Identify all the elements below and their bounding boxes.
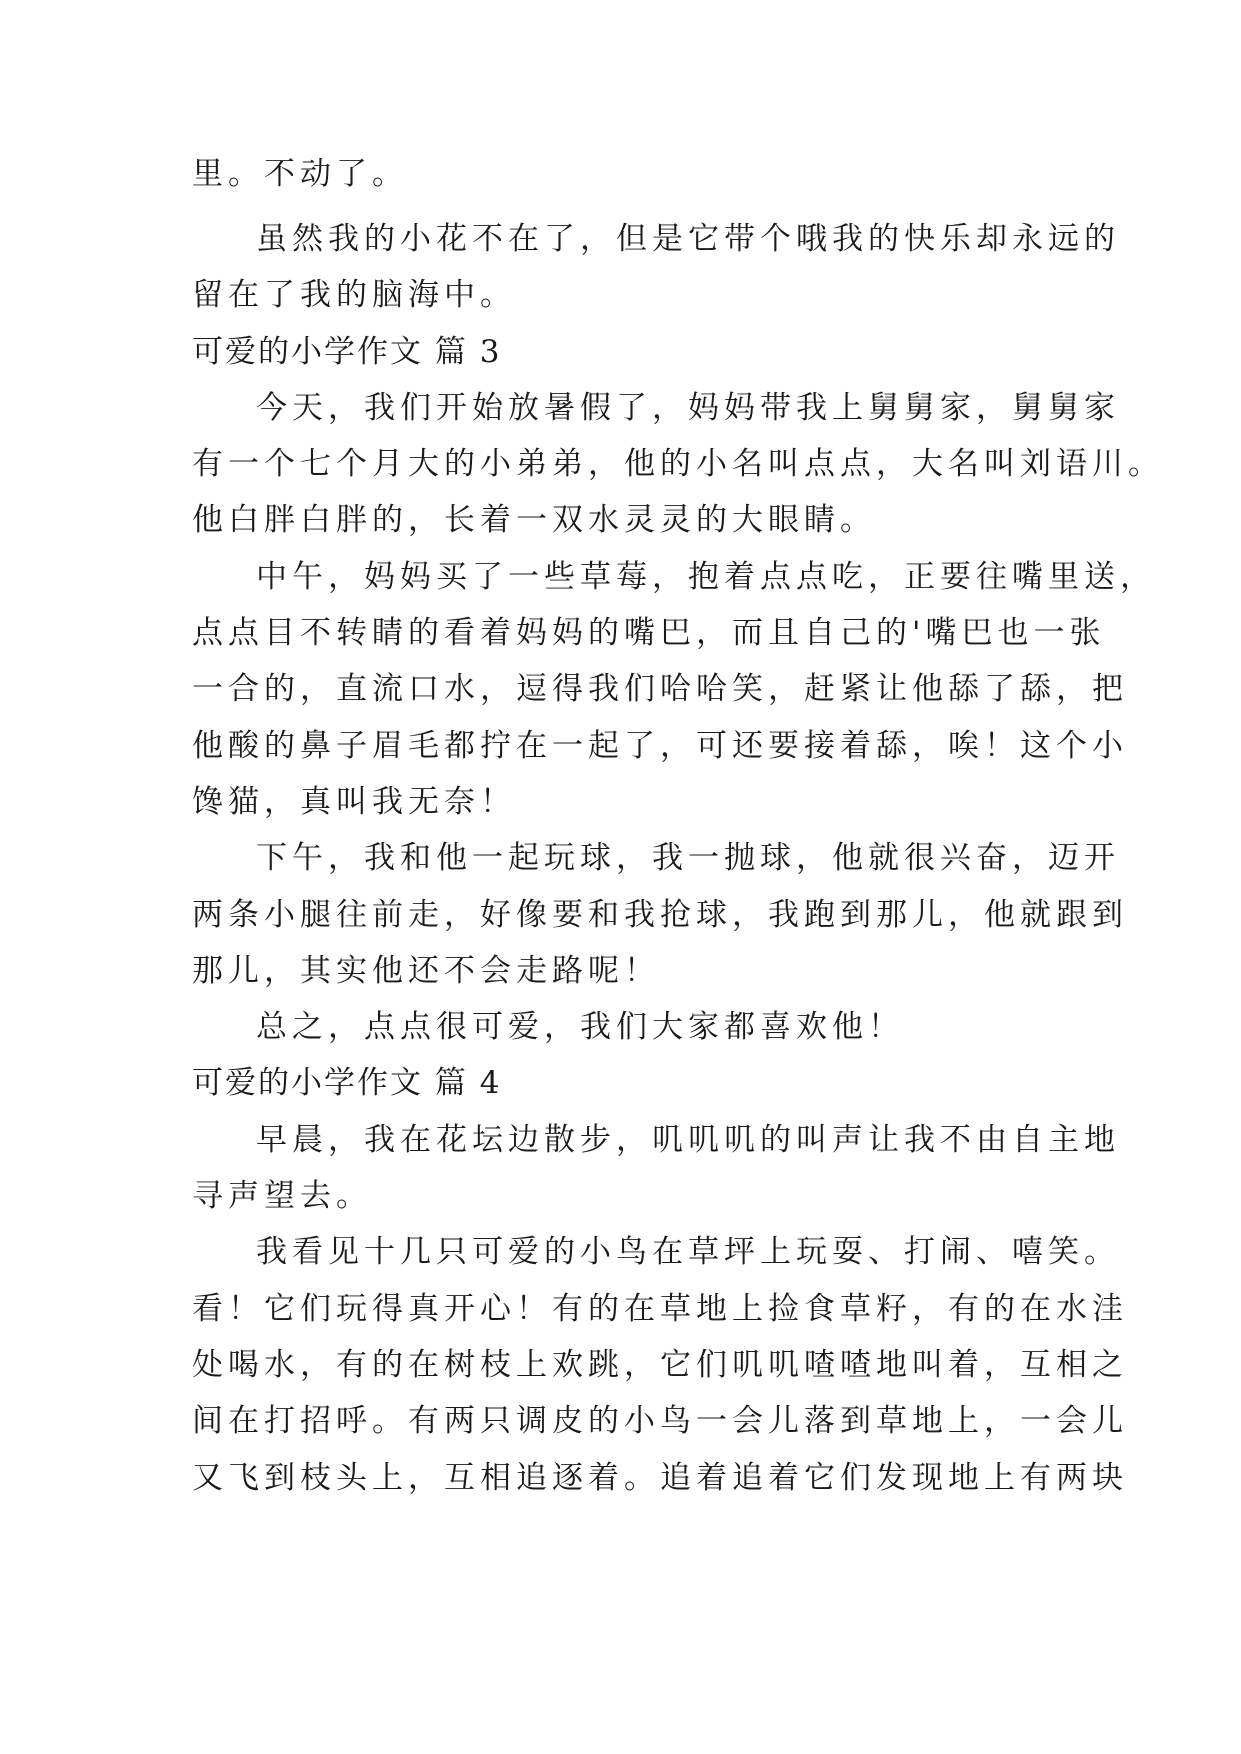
text-line: 又飞到枝头上，互相追逐着。追着追着它们发现地上有两块 [192,1460,1128,1496]
paragraph-first-line: 早晨，我在花坛边散步，叽叽叽的叫声让我不由自主地 [256,1122,1120,1158]
text-line: 那儿，其实他还不会走路呢！ [192,953,660,989]
text-line: 馋猫，真叫我无奈！ [192,784,516,820]
text-line: 他白胖白胖的，长着一双水灵灵的大眼睛。 [192,502,876,538]
text-line: 点点目不转睛的看着妈妈的嘴巴，而且自己的'嘴巴也一张 [192,615,1106,651]
text-line: 留在了我的脑海中。 [192,277,516,313]
text-line: 两条小腿往前走，好像要和我抢球，我跑到那儿，他就跟到 [192,897,1128,933]
section-heading: 可爱的小学作文 篇 4 [192,1065,502,1101]
text-line: 一合的，直流口水，逗得我们哈哈笑，赶紧让他舔了舔，把 [192,671,1128,707]
paragraph-first-line: 今天，我们开始放暑假了，妈妈带我上舅舅家，舅舅家 [256,390,1120,426]
text-line: 看！它们玩得真开心！有的在草地上捡食草籽，有的在水洼 [192,1291,1128,1327]
text-line: 寻声望去。 [192,1178,372,1214]
text-line: 他酸的鼻子眉毛都拧在一起了，可还要接着舔，唉！这个小 [192,728,1128,764]
text-line: 间在打招呼。有两只调皮的小鸟一会儿落到草地上，一会儿 [192,1403,1128,1439]
paragraph-first-line: 虽然我的小花不在了，但是它带个哦我的快乐却永远的 [256,221,1120,257]
paragraph-first-line: 下午，我和他一起玩球，我一抛球，他就很兴奋，迈开 [256,840,1120,876]
text-line: 有一个七个月大的小弟弟，他的小名叫点点，大名叫刘语川。 [192,446,1164,482]
paragraph-first-line: 总之，点点很可爱，我们大家都喜欢他！ [256,1009,904,1045]
paragraph-first-line: 中午，妈妈买了一些草莓，抱着点点吃，正要往嘴里送， [256,559,1156,595]
text-line: 里。不动了。 [192,156,408,192]
section-heading: 可爱的小学作文 篇 3 [192,334,502,370]
paragraph-first-line: 我看见十几只可爱的小鸟在草坪上玩耍、打闹、嘻笑。 [256,1234,1120,1270]
text-line: 处喝水，有的在树枝上欢跳，它们叽叽喳喳地叫着，互相之 [192,1347,1128,1383]
